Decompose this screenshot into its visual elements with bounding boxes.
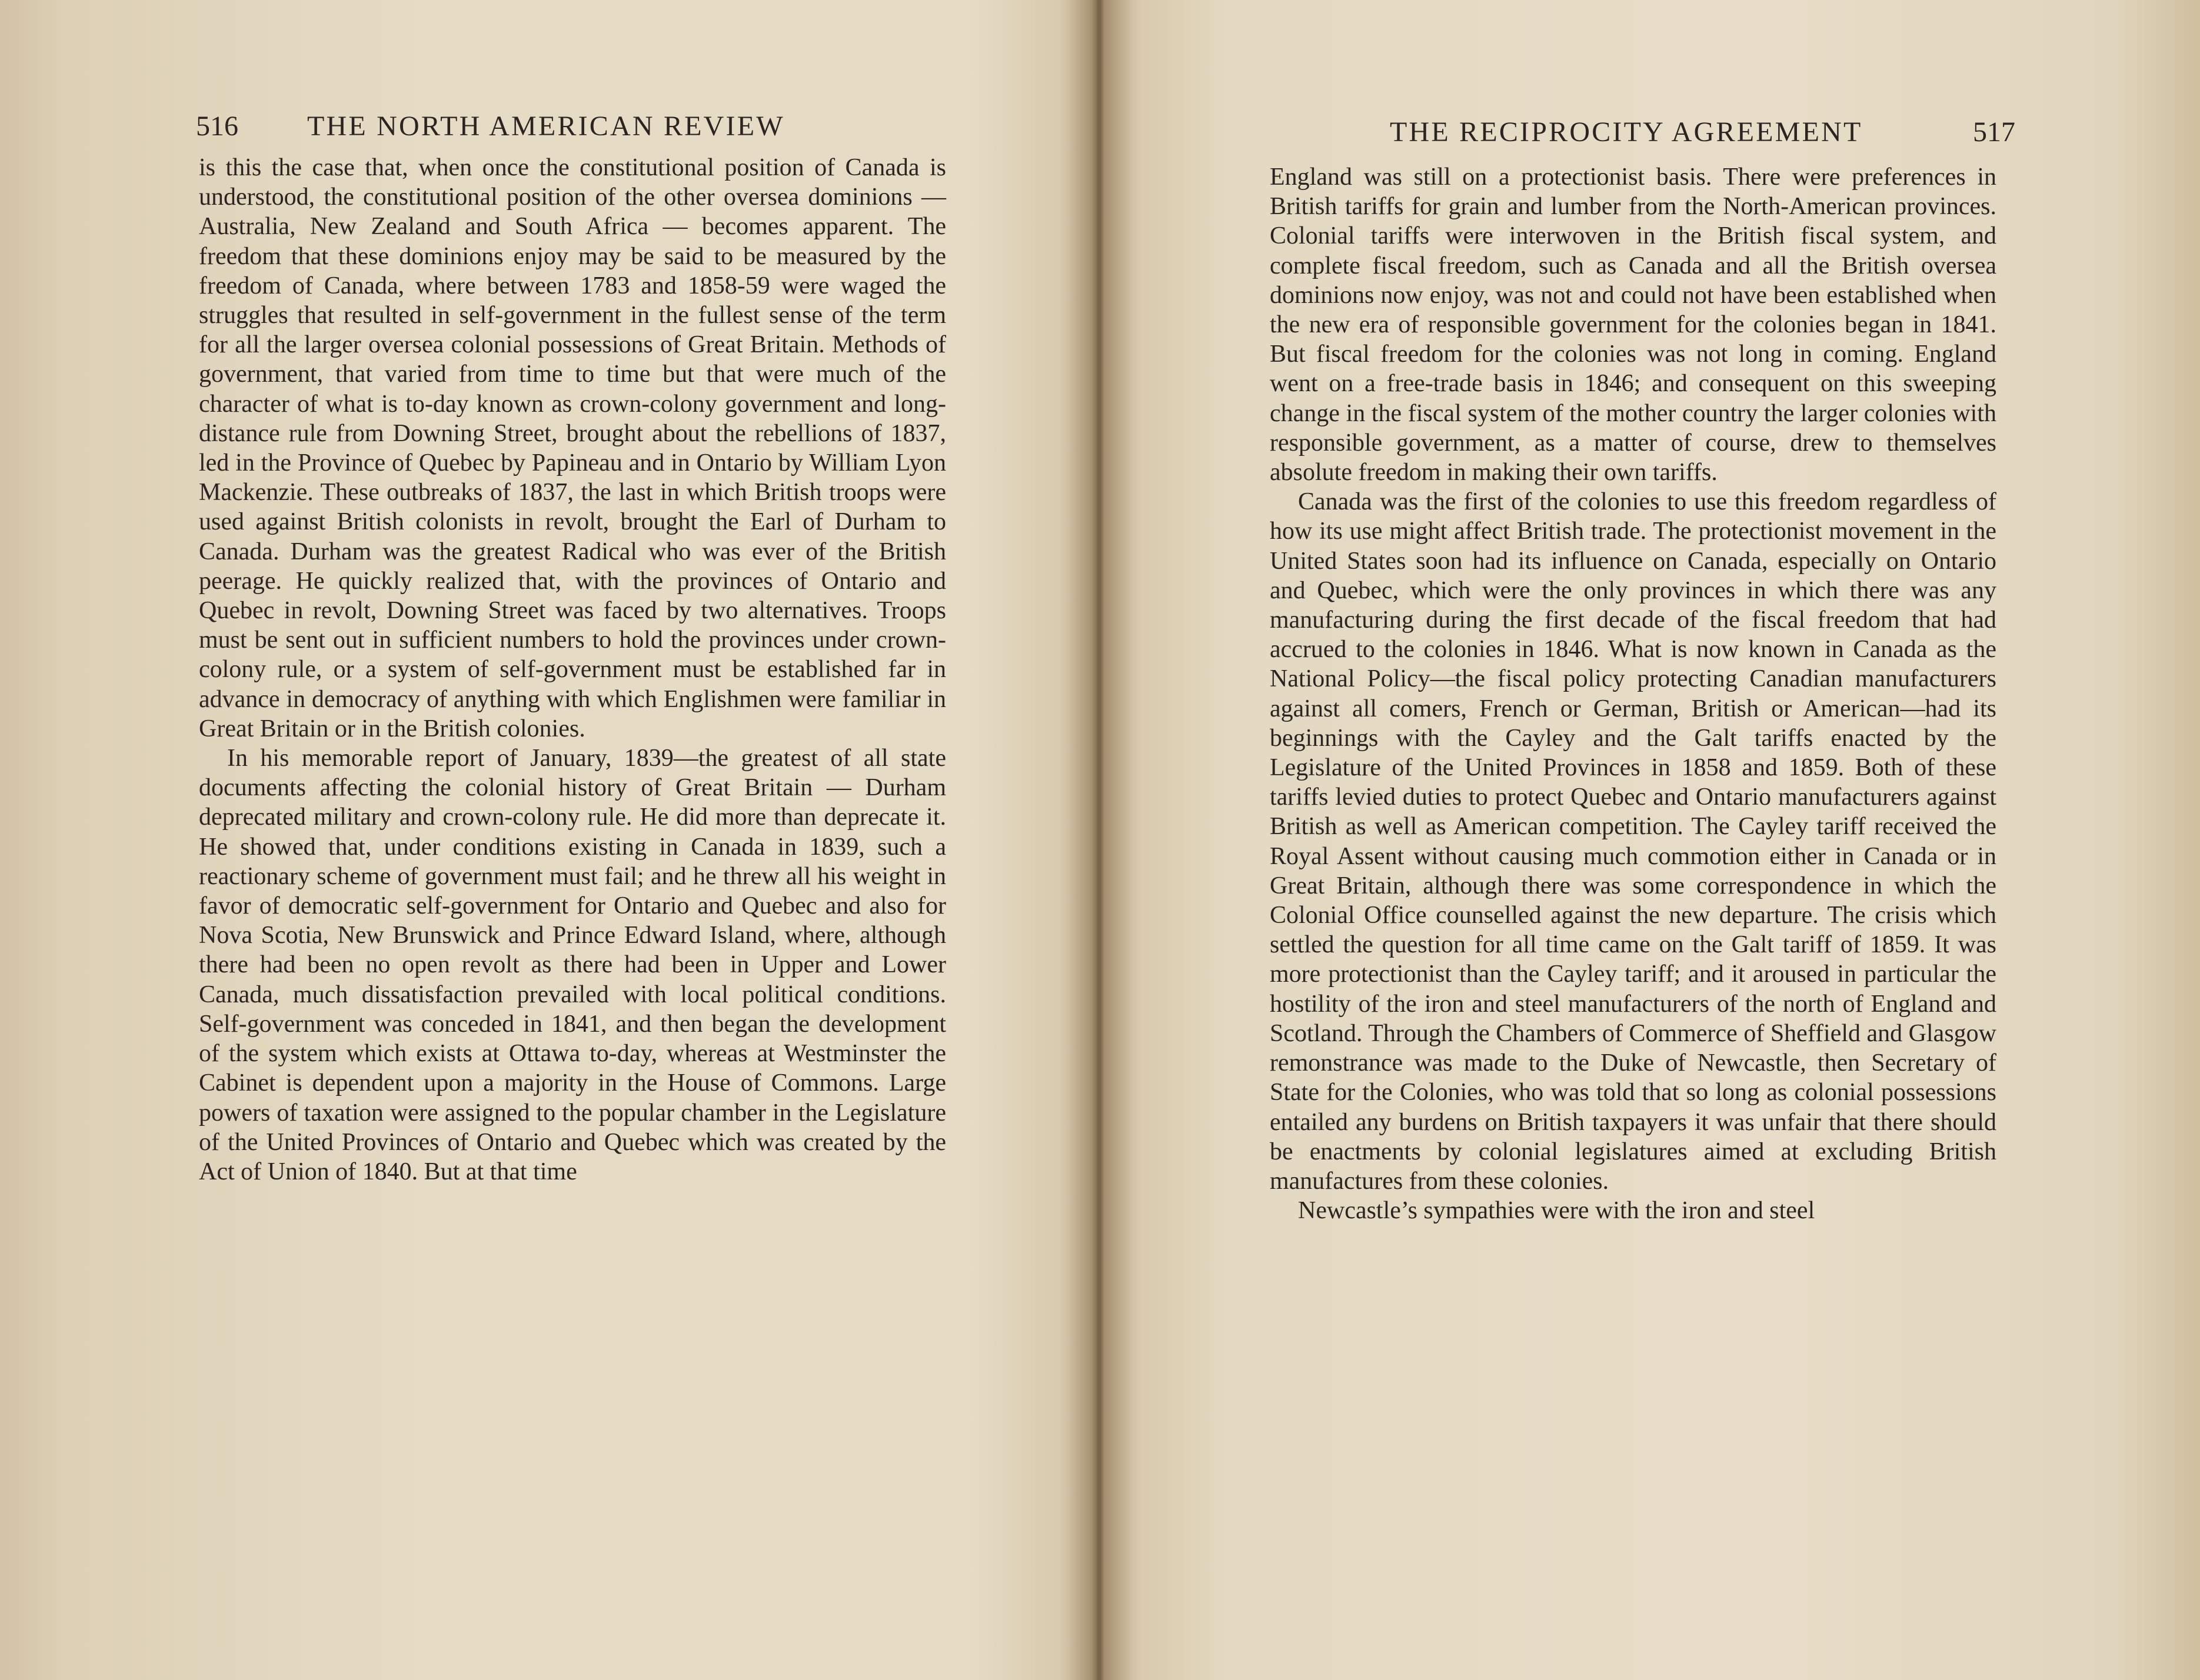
right-page — [1094, 0, 2200, 1680]
page-number: 517 — [1973, 116, 2015, 148]
paragraph: In his memorable report of January, 1839—the greatest of all state documents affecting the colonial history of Great Britain — Durham deprecated military and crown-colony rule. He did more than deprecate it. He showed that, under conditions existing in Canada in 1839, such a reactionary scheme of government must fail; and he threw all his weight in favor of democratic self-government for Ontario and Quebec and also for Nova Scotia, New Brunswick and Prince Edward Island, where, although there had been no open revolt as there had been in Upper and Lower Canada, much dissatisfaction prevailed with local political conditions. Self-government was conceded in 1841, and then began the development of the system which exists at Ottawa to-day, whereas at Westminster the Cabinet is dependent upon a majority in the House of Commons. Large powers of taxation were assigned to the popular chamber in the Legislature of the United Provinces of Ontario and Quebec which was created by the Act of Union of 1840. But at that time — [199, 745, 946, 1185]
text-column — [199, 153, 946, 1186]
left-page — [0, 0, 1094, 1680]
paragraph: is this the case that, when once the constitutional position of Canada is understood, the constitutional position of the other oversea dominions — Australia, New Zealand and South Africa — becomes apparent. The freedom that these dominions enjoy may be said to be measured by the freedom of Canada, where between 1783 and 1858-59 were waged the struggles that resulted in self-government in the fullest sense of the term for all the larger oversea colonial possessions of Great Britain. Methods of government, that varied from time to time but that were much of the character of what is to-day known as crown-colony government and long-distance rule from Downing Street, brought about the rebellions of 1837, led in the Province of Quebec by Papineau and in Ontario by William Lyon Mackenzie. These outbreaks of 1837, the last in which British troops were used against British colonists in revolt, brought the Earl of Durham to Canada. Durham was the greatest Radical who was ever of the British peerage. He quickly realized that, with the provinces of Ontario and Quebec in revolt, Downing Street was faced by two alternatives. Troops must be sent out in sufficient numbers to hold the provinces under crown-colony rule, or a system of self-government must be established far in advance in democracy of anything with which Englishmen were familiar in Great Britain or in the British colonies. — [199, 154, 946, 742]
running-head: THE NORTH AMERICAN REVIEW — [307, 111, 785, 142]
page-number: 516 — [196, 111, 238, 142]
running-head: THE RECIPROCITY AGREEMENT — [1390, 116, 1863, 148]
paragraph: Newcastle’s sympathies were with the iron and steel — [1298, 1197, 1815, 1225]
text-column — [1270, 162, 1996, 1225]
paragraph: Canada was the first of the colonies to use this freedom regardless of how its use might affect British trade. The protectionist movement in the United States soon had its influence on Canada, especially on Ontario and Quebec, which were the only provinces in which there was any manufacturing during the first decade of the fiscal freedom that had accrued to the colonies in 1846. What is now known in Canada as the National Policy—the fiscal policy protecting Canadian manufacturers against all comers, French or German, British or American—had its beginnings with the Cayley and the Galt tariffs enacted by the Legislature of the United Provinces in 1858 and 1859. Both of these tariffs levied duties to protect Quebec and Ontario manufacturers against British as well as American competition. The Cayley tariff received the Royal Assent without causing much commotion either in Canada or in Great Britain, although there was some correspondence in which the Colonial Office counselled against the new departure. The crisis which settled the question for all time came on the Galt tariff of 1859. It was more protectionist than the Cayley tariff; and it aroused in particular the hostility of the iron and steel manufacturers of the north of England and Scotland. Through the Chambers of Commerce of Sheffield and Glasgow remonstrance was made to the Duke of Newcastle, then Secretary of State for the Colonies, who was told that so long as colonial possessions entailed any burdens on British taxpayers it was unfair that there should be enactments by colonial legislatures aimed at excluding British manufactures from these colonies. — [1270, 488, 1996, 1195]
paragraph: England was still on a protectionist basis. There were preferences in British tariffs for grain and lumber from the North-American provinces. Colonial tariffs were interwoven in the British fiscal system, and complete fiscal freedom, such as Canada and all the British oversea dominions now enjoy, was not and could not have been established when the new era of responsible government for the colonies began in 1841. But fiscal freedom for the colonies was not long in coming. England went on a free-trade basis in 1846; and consequent on this sweeping change in the fiscal system of the mother country the larger colonies with responsible government, as a matter of course, drew to themselves absolute freedom in making their own tariffs. — [1270, 164, 1996, 486]
